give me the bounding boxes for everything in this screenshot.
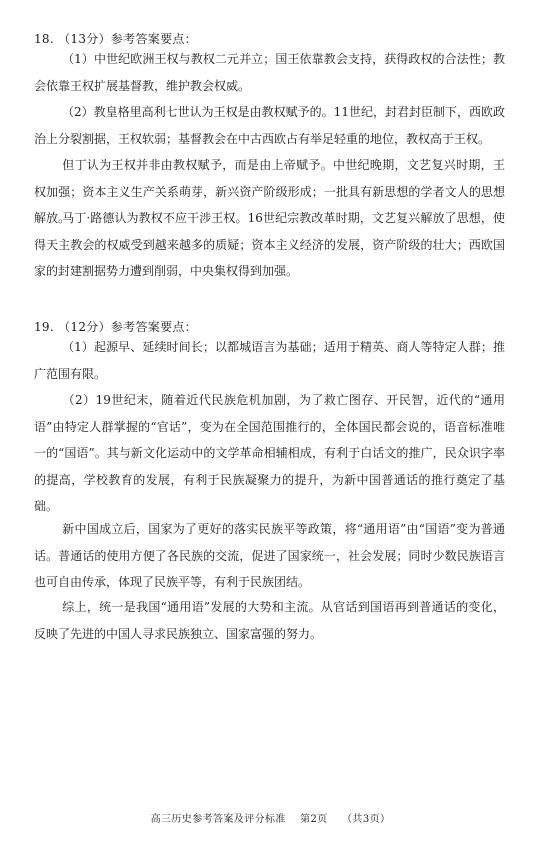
question-19-title: 19. （12分）参考答案要点：: [34, 320, 197, 334]
question-18-point-1: [34, 46, 505, 99]
footer-total-pages: （共3页）: [342, 814, 391, 825]
paragraph-text: （1）起源早、延续时间长；以都城语言为基础；适用于精英、商人等特定人群；推广范围有限。: [34, 340, 505, 381]
question-19-point-2: [34, 387, 505, 520]
paragraph-text: 综上，统一是我国“通用语”发展的大势和主流。从官话到国语再到普通话的变化，反映了先进的中国人寻求民族独立、国家富强的努力。: [34, 600, 505, 641]
footer-doc-title: 高三历史参考答案及评分标准: [150, 814, 286, 825]
question-19-new-china: [34, 516, 505, 596]
paragraph-text: 马丁·路德认为教权不应干涉王权。16世纪宗教改革时期，文艺复兴解放了思想，使得天主教会的权威受到越来越多的质疑；资本主义经济的发展，资产阶级的壮大；西欧国家的封建割据势力遭到削弱，中央集权得到加强。: [34, 211, 505, 278]
page-footer: [0, 810, 541, 825]
footer-page-number: 第2页: [300, 814, 328, 825]
paragraph-text: 但丁认为王权并非由教权赋予，而是由上帝赋予。中世纪晚期，文艺复兴时期，王权加强；资本主义生产关系萌芽，新兴资产阶级形成；一批具有新思想的学者文人的思想解放。: [34, 158, 505, 225]
question-19-point-1: [34, 334, 505, 387]
question-18-luther: [34, 205, 505, 285]
paragraph-text: 新中国成立后，国家为了更好的落实民族平等政策，将“通用语”由“国语”变为普通话。普通话的使用方便了各民族的交流，促进了国家统一，社会发展；同时少数民族语言也可自由传承，体现了民族平等，有利于民族团结。: [34, 522, 505, 589]
question-18-title: 18. （13分）参考答案要点：: [34, 32, 197, 46]
question-18-point-2: [34, 99, 505, 152]
paragraph-text: （2）教皇格里高利七世认为王权是由教权赋予的。11世纪，封君封臣制下，西欧政治上分裂割据，王权软弱；基督教会在中古西欧占有举足轻重的地位，教权高于王权。: [34, 105, 505, 146]
paragraph-text: （1）中世纪欧洲王权与教权二元并立；国王依靠教会支持，获得政权的合法性；教会依靠王权扩展基督教，维护教会权威。: [34, 52, 505, 93]
paragraph-text: （2）19世纪末，随着近代民族危机加剧，为了救亡图存、开民智，近代的“通用语”由特定人群掌握的“官话”，变为在全国范围推行的，全体国民都会说的，语音标准唯一的“国语”。其与新文化运动中的文学革命相辅相成，有利于白话文的推广，民众识字率的提高，学校教育的发展，有利于民族凝聚力的提升，为新中国普通话的推行奠定了基础。: [34, 393, 505, 513]
question-19-summary: [34, 594, 505, 647]
